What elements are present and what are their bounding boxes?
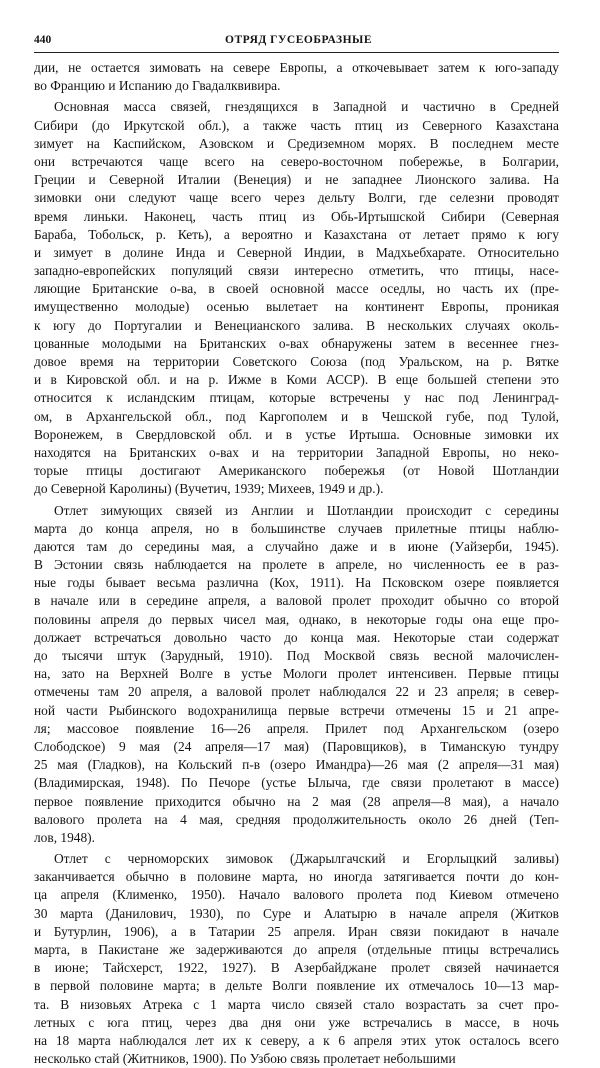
text-line: валового пролета на 4 мая, средняя продолжительность около 26 дней (Теп- <box>34 811 559 827</box>
text-line: Сибири (до Иркутской обл.), а также часть птиц из Северного Казахстана <box>34 117 559 133</box>
text-line: ляющие Британские о-ва, в своей основной массе оседлы, но часть их (пре- <box>34 281 559 297</box>
text-line: дии, не остается зимовать на севере Европы, а откочевывает затем к юго-западу <box>34 60 559 75</box>
text-line: западно-европейских популяций связи интересно отметить, что птицы, насе- <box>34 263 559 279</box>
text-line: первое появление приходится обычно на 2 мая (28 апреля—8 мая), а начало <box>34 793 559 809</box>
text-line: в начале или в середине апреля, а валовой пролет проходит обычно со второй <box>34 593 559 609</box>
text-line: зимовки они следуют чаще всего через дельту Волги, где селезни проводят <box>34 190 559 206</box>
text-line: время линьки. Наконец, часть птиц из Обь-Иртышской Сибири (Северная <box>34 208 559 224</box>
text-line: (Владимирская, 1948). По Печоре (устье Ылыча, где связи пролетают в массе) <box>34 775 559 791</box>
text-line: заканчивается обычно в половине марта, но иногда затягивается почти до кон- <box>34 869 559 885</box>
text-line: в первой половине марта; в дельте Волги появление их отмечалось 10—13 мар- <box>34 978 559 994</box>
text-line: В Эстонии связь наблюдается на пролете в апреле, но численность ее в раз- <box>34 557 559 573</box>
text-line: Греции и Северной Италии (Венеция) и не западнее Лионского залива. На <box>34 172 559 188</box>
text-line: марта, в Пакистане же задерживаются до апреля (отдельные птицы встречались <box>34 942 559 957</box>
text-line: 25 мая (Гладков), на Кольский п-в (озеро Имандра)—26 мая (2 апреля—31 мая) <box>34 757 559 773</box>
text-line: Основная масса связей, гнездящихся в Западной и частично в Средней <box>54 99 559 115</box>
text-line: 30 марта (Данилович, 1930), по Суре и Алатырю в начале апреля (Житков <box>34 905 559 921</box>
text-line: несколько стай (Житников, 1900). По Узбою связь пролетает небольшими <box>34 1051 456 1067</box>
text-line: Воронежем, в Свердловской обл. и в устье Иртыша. Основные зимовки их <box>34 426 559 442</box>
text-line: в июне; Тайсхерст, 1922, 1927). В Азербайджане пролет связей начинается <box>34 960 559 976</box>
text-line: и в Кировской обл. и на р. Ижме в Коми АССР). В еще большей степени это <box>34 372 559 388</box>
text-line: до тысячи штук (Зарудный, 1910). Под Москвой связь весной малочислен- <box>34 648 559 663</box>
text-line: Слободское) 9 мая (24 апреля—17 мая) (Паровщиков), в Тиманскую тундру <box>34 738 559 754</box>
text-line: лов, 1948). <box>34 829 95 845</box>
text-line: относится к исландским птицам, которые встречены у нас под Ленинград- <box>34 390 559 406</box>
text-line: и Бутурлин, 1906), а в Татарии 25 апреля. Иран связи покидают в начале <box>34 923 559 939</box>
text-line: Барабa, Тобольск, р. Кеть), а вероятно и Казахстана от летает прямо к югу <box>34 226 559 242</box>
text-line: ной части Рыбинского водохранилища первые встречи отмечены 15 и 21 апре- <box>34 702 559 718</box>
text-line: торые птицы достигают Американского побережья (от Новой Шотландии <box>34 463 559 479</box>
text-line: летных с юга птиц, через два дня они уже встречались в массе, в ночь <box>34 1014 559 1030</box>
text-line: до Северной Каролины) (Вучетич, 1939; Михеев, 1949 и др.). <box>34 481 384 497</box>
book-page <box>34 34 559 1067</box>
text-line: находятся на Британских о-вах и на территории Западной Европы, но неко- <box>34 444 559 460</box>
text-line: имущественно молодые) осенью вылетает на континент Европы, проникая <box>34 299 559 315</box>
text-line: ные годы бывает весьма различна (Кох, 1911). На Псковском озере появляется <box>34 575 559 591</box>
text-line: Отлет с черноморских зимовок (Джарылгачский и Егорлыцкий заливы) <box>54 851 559 867</box>
text-line: марта до конца апреля, но в большинстве случаев прилетные птицы наблю- <box>34 520 559 536</box>
text-line: и зимует в долине Инда и Северной Индии, в Мадхьебхарате. Относительно <box>34 244 559 260</box>
text-line: на 18 марта наблюдался лет их к северу, а к 6 апреля этих уток осталось всего <box>34 1032 559 1048</box>
text-line: половины апреля до первых чисел мая, однако, в некоторые годы она еще про- <box>34 611 559 627</box>
paragraph <box>34 59 559 95</box>
text-line: ом, в Архангельской обл., под Каргополем и в Чешской губе, под Тулой, <box>34 408 559 424</box>
text-line: зимует на Каспийском, Азовском и Средиземном морях. В последнем месте <box>34 135 559 151</box>
text-line: довое время на территории Советского Союза (под Уральском, на р. Вятке <box>34 354 559 369</box>
paragraph <box>34 850 559 1068</box>
text-line: должает встречаться довольно часто до конца мая. Некоторые стаи содержат <box>34 629 559 645</box>
text-line: та. В низовьях Атрека с 1 марта число связей стало возрастать за счет про- <box>34 996 559 1012</box>
text-line: Отлет зимующих связей из Англии и Шотландии происходит с середины <box>54 502 559 518</box>
text-line: цованные молодыми на Британских о-вах обнаружены затем в весеннее гнез- <box>34 335 559 351</box>
page-header <box>34 34 559 53</box>
paragraph <box>34 502 559 848</box>
text-line: ля; массовое появление 16—26 апреля. Прилет под Архангельском (озеро <box>34 720 559 736</box>
text-line: они встречаются чаще всего на северо-восточном побережье, в Болгарии, <box>34 153 559 169</box>
text-line: отмечены там 20 апреля, а валовой пролет наблюдался 22 и 23 апреля; в север- <box>34 684 559 700</box>
text-line: на, зато на Верхней Волге в устье Мологи пролет интенсивен. Первые птицы <box>34 666 559 682</box>
paragraph <box>34 98 559 498</box>
body-text <box>34 59 559 1068</box>
text-line: во Францию и Испанию до Гвадалквивира. <box>34 78 281 94</box>
text-line: к югу до Португалии и Венецианского залива. В нескольких случаях околь- <box>34 317 559 333</box>
page-number: 440 <box>34 34 52 46</box>
running-title: ОТРЯД ГУСЕОБРАЗНЫЕ <box>225 34 372 46</box>
text-line: ца апреля (Клименко, 1950). Начало валового пролета под Киевом отмечено <box>34 887 559 903</box>
text-line: даются там до середины мая, а случайно даже и в июне (Уайзерби, 1945). <box>34 538 559 554</box>
